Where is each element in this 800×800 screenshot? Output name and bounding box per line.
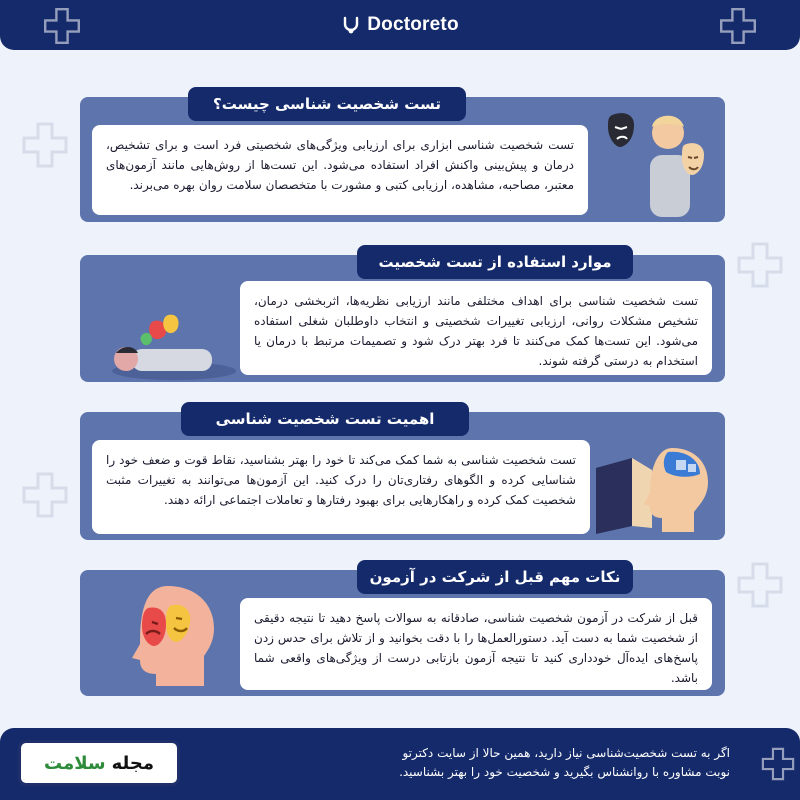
head-with-puzzle-illustration xyxy=(592,428,720,536)
lying-person-illustration xyxy=(102,313,236,383)
medical-cross-icon xyxy=(42,6,82,46)
magazine-accent-label: سلامت xyxy=(44,752,106,774)
background-cross-icon xyxy=(735,240,785,290)
doctoreto-logo-icon xyxy=(341,15,361,35)
brand-logo[interactable] xyxy=(341,14,459,36)
medical-cross-icon xyxy=(760,746,796,782)
footer-bar xyxy=(0,728,800,800)
section-what-is xyxy=(80,97,725,222)
footer-line-2: نوبت مشاوره با روانشناس بگیرید و شخصیت خود را بهتر بشناسید. xyxy=(399,765,730,779)
section-title: اهمیت تست شخصیت شناسی xyxy=(181,402,469,436)
footer-line-1: اگر به تست شخصیت‌شناسی نیاز دارید، همین حالا از سایت دکترتو xyxy=(402,746,730,760)
background-cross-icon xyxy=(20,470,70,520)
medical-cross-icon xyxy=(718,6,758,46)
section-title: موارد استفاده از تست شخصیت xyxy=(357,245,633,279)
section-body: تست شخصیت شناسی ابزاری برای ارزیابی ویژگی‌های شخصیتی فرد است و برای تشخیص، درمان و پیش‌بینی واکنش افراد استفاده می‌شود. این تست‌ها از روش‌هایی مانند آزمون‌های معتبر، مصاحبه، مشاهده، ارزیابی کتبی و مشورت با متخصصان سلامت روان بهره می‌برند. xyxy=(92,125,588,215)
section-importance xyxy=(80,412,725,540)
background-cross-icon xyxy=(20,120,70,170)
section-body: تست شخصیت شناسی به شما کمک می‌کند تا خود را بهتر بشناسید، نقاط قوت و ضعف خود را شناسایی کرده و الگوهای رفتاری‌تان را درک کنید. این آزمون‌ها می‌توانند به تغییرات مثبت شخصیت کمک کرده و راهکارهایی برای بهبود رفتارها و تعاملات اجتماعی ارائه دهند. xyxy=(92,440,590,534)
section-body: قبل از شرکت در آزمون شخصیت شناسی، صادقانه به سوالات پاسخ دهید تا نتیجه دقیقی از شخصیت شما به دست آید. دستورالعمل‌ها را با دقت بخوانید و از تلاش برای حدس زدن پاسخ‌های ایده‌آل خودداری کنید تا نتیجه آزمون بازتابی درست از ویژگی‌های واقعی شما باشد. xyxy=(240,598,712,690)
section-uses xyxy=(80,255,725,382)
footer-cta-text xyxy=(190,744,730,782)
section-tips xyxy=(80,570,725,696)
section-body: تست شخصیت شناسی برای اهداف مختلفی مانند ارزیابی نظریه‌ها، اثربخشی درمان، تشخیص مشکلات روانی، ارزیابی تغییرات شخصیتی و انتخاب داوطلبان شغلی استفاده می‌شود. این تست‌ها کمک می‌کنند تا فرد بهتر درک شود و تصمیمات مرتبط با درمان یا استخدام به درستی گرفته شوند. xyxy=(240,281,712,375)
section-title: نکات مهم قبل از شرکت در آزمون xyxy=(357,560,633,594)
head-with-masks-illustration xyxy=(120,582,222,690)
magazine-label: مجله xyxy=(111,752,154,774)
person-with-masks-illustration xyxy=(598,101,716,217)
background-cross-icon xyxy=(735,560,785,610)
header-bar xyxy=(0,0,800,50)
brand-name: Doctoreto xyxy=(367,14,459,35)
health-magazine-button[interactable] xyxy=(18,740,180,786)
section-title: تست شخصیت شناسی چیست؟ xyxy=(188,87,466,121)
